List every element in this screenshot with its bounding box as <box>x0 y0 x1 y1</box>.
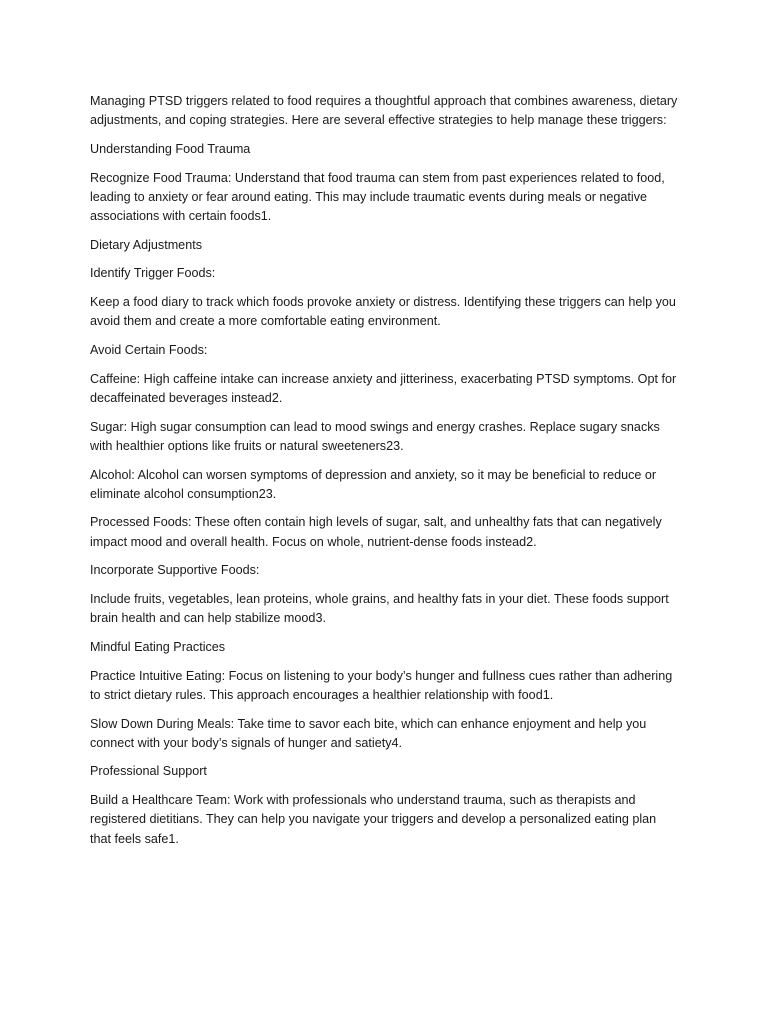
subheading-incorporate-supportive-foods: Incorporate Supportive Foods: <box>90 563 260 578</box>
paragraph-food-diary: Keep a food diary to track which foods provoke anxiety or distress. Identifying these triggers can help you avoid them and create a more comfortable eating environment. <box>90 295 676 329</box>
section-heading-professional-support: Professional Support <box>90 764 207 779</box>
intro-paragraph: Managing PTSD triggers related to food requires a thoughtful approach that combines awareness, dietary adjustments, and coping strategies. Here are several effective strategies to help manage these triggers: <box>90 94 678 128</box>
document-body <box>90 92 680 858</box>
paragraph-slow-down: Slow Down During Meals: Take time to savor each bite, which can enhance enjoyment and help you connect with your body’s signals of hunger and satiety4. <box>90 716 647 750</box>
paragraph-supportive-foods: Include fruits, vegetables, lean proteins, whole grains, and healthy fats in your diet. These foods support brain health and can help stabilize mood3. <box>90 592 669 626</box>
paragraph-healthcare-team: Build a Healthcare Team: Work with professionals who understand trauma, such as therapists and registered dietitians. They can help you navigate your triggers and develop a personalized eating plan that feels safe1. <box>90 793 657 846</box>
paragraph-intuitive-eating: Practice Intuitive Eating: Focus on listening to your body’s hunger and fullness cues rather than adhering to strict dietary rules. This approach encourages a healthier relationship with food1. <box>90 668 673 702</box>
paragraph-alcohol: Alcohol: Alcohol can worsen symptoms of depression and anxiety, so it may be beneficial to reduce or eliminate alcohol consumption23. <box>90 467 657 501</box>
section-heading-dietary-adjustments: Dietary Adjustments <box>90 237 202 252</box>
paragraph-processed-foods: Processed Foods: These often contain high levels of sugar, salt, and unhealthy fats that can negatively impact mood and overall health. Focus on whole, nutrient-dense foods instead2. <box>90 515 662 549</box>
paragraph-sugar: Sugar: High sugar consumption can lead to mood swings and energy crashes. Replace sugary snacks with healthier options like fruits or natural sweeteners23. <box>90 419 660 453</box>
paragraph-caffeine: Caffeine: High caffeine intake can increase anxiety and jitteriness, exacerbating PTSD symptoms. Opt for decaffeinated beverages instead2. <box>90 371 677 405</box>
section-heading-mindful-eating: Mindful Eating Practices <box>90 639 226 654</box>
paragraph-recognize-food-trauma: Recognize Food Trauma: Understand that food trauma can stem from past experiences related to food, leading to anxiety or fear around eating. This may include traumatic events during meals or negative associations with certain foods1. <box>90 170 665 224</box>
subheading-identify-trigger-foods: Identify Trigger Foods: <box>90 266 216 281</box>
subheading-avoid-certain-foods: Avoid Certain Foods: <box>90 343 208 358</box>
section-heading-understanding-food-trauma: Understanding Food Trauma <box>90 141 251 156</box>
